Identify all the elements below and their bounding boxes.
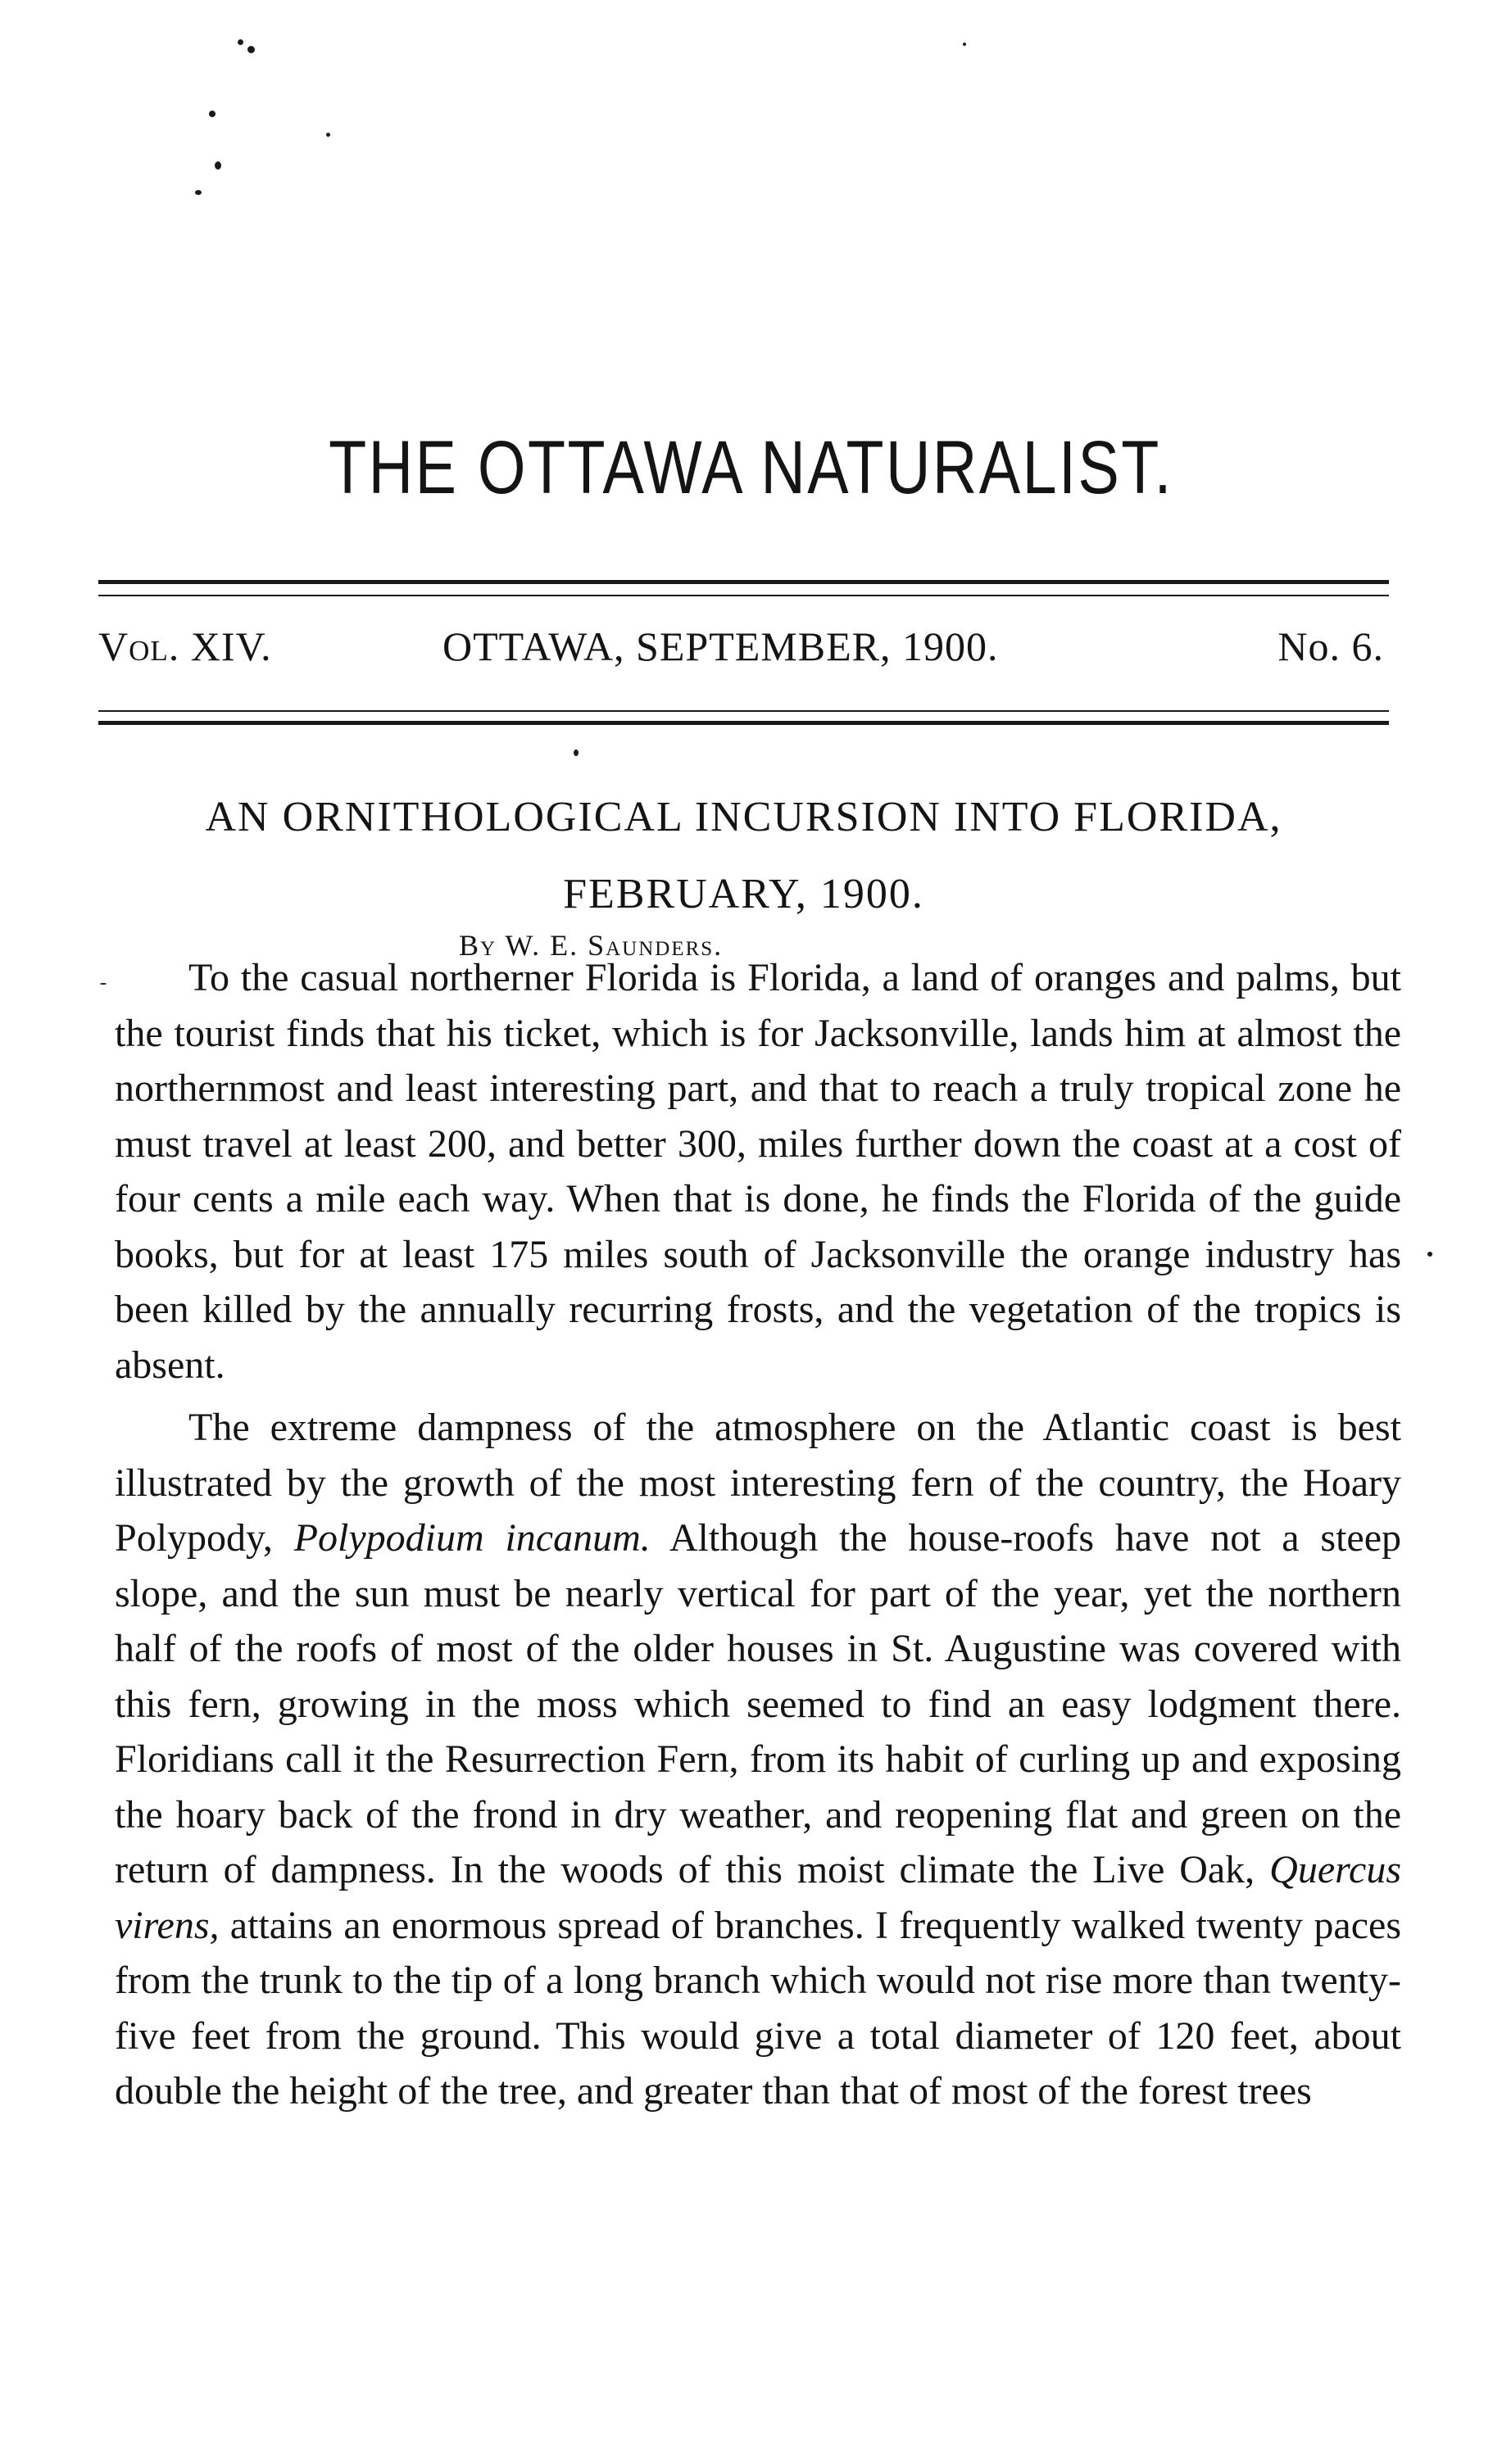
- issue-number: No. 6.: [1277, 623, 1384, 669]
- article-date: FEBRUARY, 1900.: [563, 871, 924, 917]
- scan-speck: [247, 46, 255, 53]
- article-title: AN ORNITHOLOGICAL INCURSION INTO FLORIDA,: [205, 794, 1282, 840]
- scan-speck: [100, 983, 107, 985]
- bottom-rule-thick: [98, 721, 1389, 725]
- volume-number: Vol. XIV.: [98, 623, 272, 669]
- paragraph-2-part-c: attains an enormous spread of branches. I frequently walked twenty paces from the trunk to the tip of a long branch which would not rise more than twenty-five feet from the ground. This would give a total diameter of 120 feet, about double the height of the tree, and greater than that of most of the forest trees: [115, 1903, 1402, 2113]
- top-rule-thin: [98, 595, 1389, 596]
- article-byline: By W. E. Saunders.: [459, 929, 724, 962]
- scan-speck: [963, 43, 966, 46]
- issue-date: OTTAWA, SEPTEMBER, 1900.: [442, 623, 999, 669]
- bottom-rule-thin: [98, 710, 1389, 712]
- species-name: Quercus virens,: [115, 1848, 1402, 1947]
- scan-speck: [238, 39, 243, 45]
- scan-speck: [209, 111, 216, 117]
- article-body: [115, 950, 1401, 2119]
- scan-speck: [195, 190, 202, 195]
- scan-speck: [574, 750, 579, 756]
- paragraph-2: [115, 1400, 1401, 2119]
- paragraph-2-part-b: Although the house-roofs have not a steep slope, and the sun must be nearly vertical for part of the year, yet the northern half of the roofs of most of the older houses in St. Augustine was covered with this fern, growing in the moss which seemed to find an easy lodgment there. Floridians call it the Resurrection Fern, from its habit of curling up and exposing the hoary back of the frond in dry weather, and reopening flat and green on the return of dampness. In the woods of this moist climate the Live Oak,: [115, 1516, 1402, 1891]
- species-name: Polypodium incanum.: [293, 1516, 651, 1560]
- scan-speck: [326, 133, 330, 137]
- paragraph-2-part-a: The extreme dampness of the atmosphere on the Atlantic coast is best illustrated by the growth of the most interesting fern of the country, the Hoary Polypody,: [115, 1406, 1401, 1560]
- scan-speck: [1427, 1252, 1432, 1257]
- scan-speck: [215, 161, 221, 170]
- top-rule-thick: [98, 580, 1389, 584]
- paragraph-1: To the casual northerner Florida is Florida, a land of oranges and palms, but the tourist finds that his ticket, which is for Jacksonville, lands him at almost the northernmost and least interesting part, and that to reach a truly tropical zone he must travel at least 200, and better 300, miles further down the coast at a cost of four cents a mile each way. When that is done, he finds the Florida of the guide books, but for at least 175 miles south of Jacksonville the orange industry has been killed by the annually recurring frosts, and the vegetation of the tropics is absent.: [115, 956, 1401, 1387]
- journal-title: THE OTTAWA NATURALIST.: [329, 426, 1173, 510]
